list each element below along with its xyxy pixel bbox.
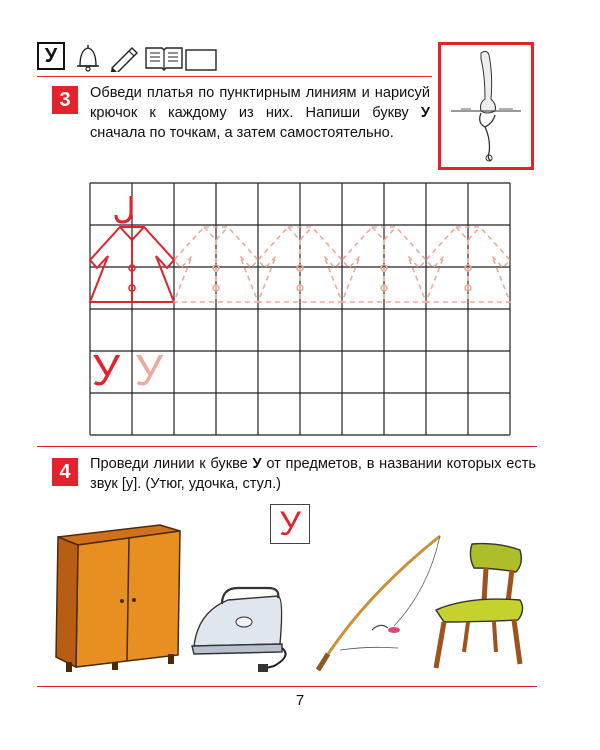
page-number: 7 <box>295 692 305 709</box>
reflection-illustration <box>441 45 531 167</box>
sample-letter-u: У <box>92 346 120 395</box>
wardrobe-picture[interactable] <box>52 515 187 675</box>
illustration-frame <box>438 42 534 170</box>
task4-instructions: Проведи линии к букве У от предметов, в названии которых есть звук [у]. (Утюг, удочка, стул.) <box>90 456 536 492</box>
book-icon <box>146 48 182 70</box>
task3-instructions: Обведи платья по пунктирным линиям и нарисуй крючок к каждому из них. Напиши букву У сначала по точкам, а затем самостоятельно. <box>90 85 430 141</box>
header-icons <box>68 40 218 72</box>
letter-badge: У <box>37 42 65 70</box>
bell-icon <box>77 45 99 71</box>
traced-letter-u: У <box>135 346 163 395</box>
pencil-icon <box>110 48 137 72</box>
chair-picture[interactable] <box>428 540 538 675</box>
divider-top <box>37 76 432 77</box>
iron-picture[interactable] <box>188 582 293 677</box>
practice-grid <box>89 182 511 438</box>
empty-box <box>186 50 216 70</box>
divider-bottom <box>37 686 537 687</box>
task-number-4: 4 <box>52 458 78 486</box>
task-number-3: 3 <box>52 86 78 114</box>
target-letter-box: У <box>270 504 310 544</box>
divider-middle <box>37 446 537 447</box>
sample-hook-icon <box>116 196 131 222</box>
